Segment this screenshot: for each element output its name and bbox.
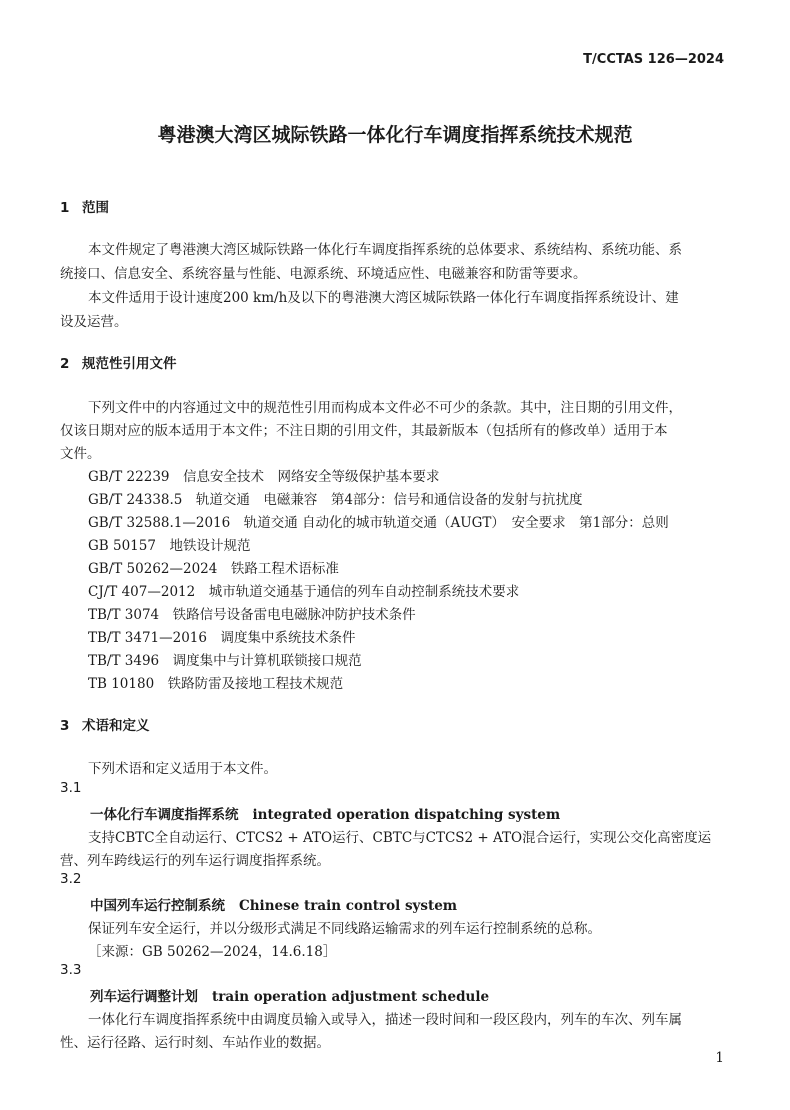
term-entry — [90, 894, 457, 914]
scope-paragraph-2-line-1: 本文件适用于设计速度200 km/h及以下的粤港澳大湾区城际铁路一体化行车调度指挥系统设计、建 — [88, 290, 679, 306]
document-title: 粤港澳大湾区城际铁路一体化行车调度指挥系统技术规范 — [157, 124, 633, 146]
reference-item: TB 10180 铁路防雷及接地工程技术规范 — [88, 676, 344, 692]
term-entry — [90, 803, 560, 823]
scope-paragraph-2-line-2: 设及运营。 — [60, 314, 128, 330]
term-chinese: 中国列车运行控制系统 — [90, 898, 225, 914]
term-definition-line-1: 一体化行车调度指挥系统中由调度员输入或导入，描述一段时间和一段区段内，列车的车次、列车属 — [88, 1012, 682, 1028]
term-source: ［来源：GB 50262—2024，14.6.18］ — [88, 944, 337, 960]
normative-refs-intro-line-1: 下列文件中的内容通过文中的规范性引用而构成本文件必不可少的条款。其中，注日期的引用文件， — [88, 400, 682, 416]
term-definition-line-1: 保证列车安全运行，并以分级形式满足不同线路运输需求的列车运行控制系统的总称。 — [88, 921, 601, 937]
section-title: 术语和定义 — [82, 718, 150, 734]
normative-refs-intro-line-3: 文件。 — [60, 446, 101, 462]
section-number: 2 — [60, 356, 70, 372]
section-title: 规范性引用文件 — [82, 356, 177, 372]
reference-item: GB/T 24338.5 轨道交通 电磁兼容 第4部分：信号和通信设备的发射与抗扰度 — [88, 492, 583, 508]
scope-paragraph-1-line-2: 统接口、信息安全、系统容量与性能、电源系统、环境适应性、电磁兼容和防雷等要求。 — [60, 266, 587, 282]
section-number: 3 — [60, 718, 70, 734]
term-definition-line-2: 营、列车跨线运行的列车运行调度指挥系统。 — [60, 853, 330, 869]
term-number: 3.3 — [60, 962, 82, 978]
reference-item: TB/T 3496 调度集中与计算机联锁接口规范 — [88, 653, 362, 669]
term-english: integrated operation dispatching system — [252, 807, 561, 823]
term-definition-line-2: 性、运行径路、运行时刻、车站作业的数据。 — [60, 1035, 330, 1051]
standard-code: T/CCTAS 126—2024 — [583, 52, 724, 67]
term-english: Chinese train control system — [239, 898, 458, 914]
term-number: 3.1 — [60, 780, 82, 796]
reference-item: CJ/T 407—2012 城市轨道交通基于通信的列车自动控制系统技术要求 — [88, 584, 520, 600]
reference-item: GB/T 50262—2024 铁路工程术语标准 — [88, 561, 339, 577]
page-number: 1 — [715, 1050, 724, 1066]
term-entry — [90, 985, 489, 1005]
term-chinese: 一体化行车调度指挥系统 — [90, 807, 239, 823]
term-number: 3.2 — [60, 871, 82, 887]
section-number: 1 — [60, 200, 70, 216]
reference-item: GB 50157 地铁设计规范 — [88, 538, 251, 554]
section-2-heading — [60, 352, 177, 372]
term-definition-line-1: 支持CBTC全自动运行、CTCS2 + ATO运行、CBTC与CTCS2 + ATO混合运行，实现公交化高密度运 — [88, 830, 712, 846]
reference-item: GB/T 22239 信息安全技术 网络安全等级保护基本要求 — [88, 469, 440, 485]
reference-item: GB/T 32588.1—2016 轨道交通 自动化的城市轨道交通（AUGT） 安全要求 第1部分：总则 — [88, 515, 669, 531]
normative-refs-intro-line-2: 仅该日期对应的版本适用于本文件；不注日期的引用文件，其最新版本（包括所有的修改单）适用于本 — [60, 423, 668, 439]
terms-intro: 下列术语和定义适用于本文件。 — [88, 761, 277, 777]
section-3-heading — [60, 714, 150, 734]
section-title: 范围 — [82, 200, 109, 216]
term-english: train operation adjustment schedule — [212, 989, 490, 1005]
reference-item: TB/T 3074 铁路信号设备雷电电磁脉冲防护技术条件 — [88, 607, 416, 623]
reference-item: TB/T 3471—2016 调度集中系统技术条件 — [88, 630, 356, 646]
term-chinese: 列车运行调整计划 — [90, 989, 198, 1005]
scope-paragraph-1-line-1: 本文件规定了粤港澳大湾区城际铁路一体化行车调度指挥系统的总体要求、系统结构、系统功能、系 — [88, 242, 682, 258]
section-1-heading — [60, 196, 109, 216]
